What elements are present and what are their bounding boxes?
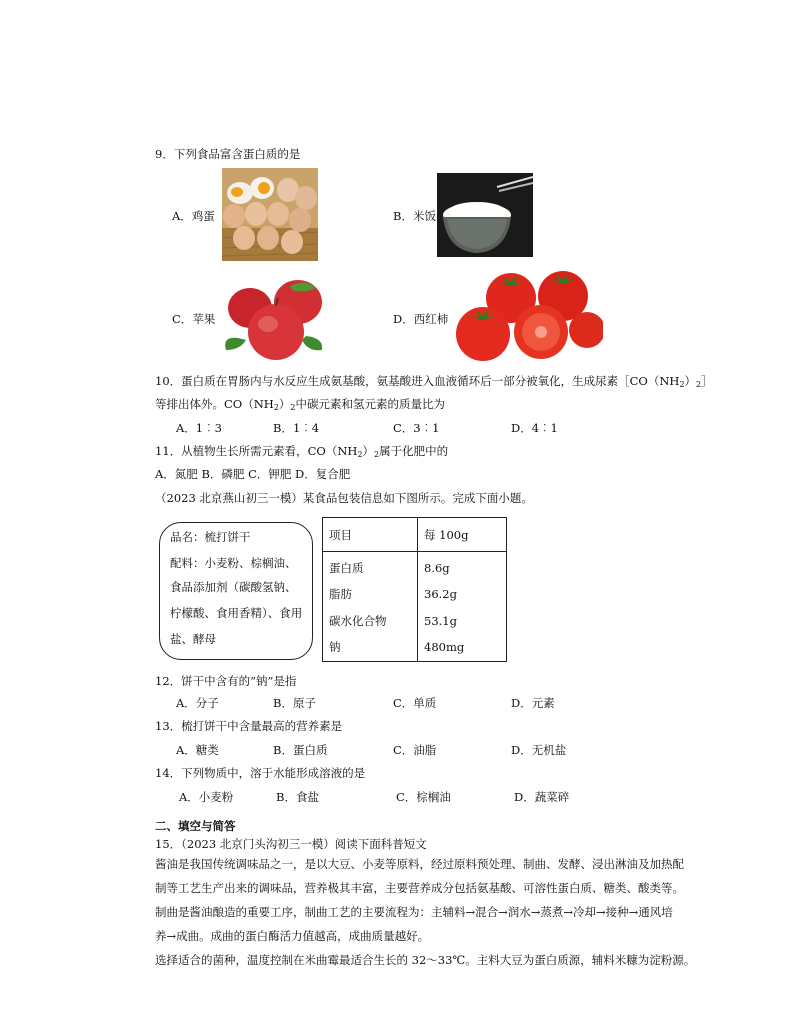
package-line: 食品添加剂（碳酸氢钠、 — [170, 580, 297, 594]
q14-option-c: C．棕榈油 — [396, 790, 451, 804]
package-info-box — [159, 522, 313, 660]
package-line: 品名：梳打饼干 — [170, 530, 251, 544]
tomatoes-image — [453, 270, 603, 362]
nutrient-value: 8.6g — [424, 560, 450, 575]
q10-line2: 等排出体外。$CO(NH_2)_2$中碳元素和氢元素的质量比为 — [155, 397, 446, 412]
q12-option-b: B．原子 — [273, 696, 316, 710]
q13-option-a: A．糖类 — [176, 743, 219, 757]
nutrient-value: 53.1g — [424, 613, 457, 628]
q14-option-b: B．食盐 — [276, 790, 319, 804]
q13-option-d: D．无机盐 — [511, 743, 567, 757]
q13-option-c: C．油脂 — [393, 743, 437, 757]
group-intro: （2023 北京燕山初三一模）某食品包装信息如下图所示。完成下面小题。 — [155, 491, 533, 505]
apples-image — [220, 276, 328, 364]
q15-stem: 15．（2023 北京门头沟初三一模）阅读下面科普短文 — [155, 837, 427, 851]
q12-option-d: D．元素 — [511, 696, 555, 710]
nutrient-name: 钠 — [329, 640, 341, 654]
q13-stem: 13．梳打饼干中含量最高的营养素是 — [155, 719, 343, 733]
nutrient-name: 碳水化合物 — [329, 613, 387, 628]
q10-option-d: D．4︰1 — [511, 421, 558, 435]
q11-options: A．氮肥 B．磷肥 C．钾肥 D．复合肥 — [155, 467, 351, 481]
nutrient-value: 36.2g — [424, 587, 457, 601]
q9-option-b: B．米饭 — [393, 209, 436, 223]
q12-option-a: A．分子 — [176, 696, 219, 710]
package-line: 配料：小麦粉、棕榈油、 — [170, 556, 297, 570]
q9-stem: 9．下列食品富含蛋白质的是 — [155, 147, 301, 161]
q15-paragraph-line: 养→成曲。成曲的蛋白酶活力值越高，成曲质量越好。 — [155, 929, 430, 943]
eggs-image — [222, 168, 318, 261]
table-header-row — [323, 518, 507, 552]
q11-stem: 11．从植物生长所需元素看，$CO(NH_2)_2$属于化肥中的 — [155, 444, 449, 459]
q14-stem: 14．下列物质中，溶于水能形成溶液的是 — [155, 766, 366, 780]
nutrient-values-cell — [418, 552, 507, 662]
nutrient-names-cell — [323, 552, 418, 662]
q14-option-d: D．蔬菜碎 — [514, 790, 570, 804]
q10-option-c: C．3︰1 — [393, 421, 440, 435]
q10-line1: 10．蛋白质在胃肠内与水反应生成氨基酸，氨基酸进入血液循环后一部分被氧化，生成尿素$[CO(NH_2)_2]$ — [155, 374, 713, 389]
q9-option-d: D．西红柿 — [393, 312, 449, 326]
section-heading: 二、填空与简答 — [155, 819, 236, 833]
q12-option-c: C．单质 — [393, 696, 437, 710]
rice-bowl-image — [437, 173, 533, 257]
q12-stem: 12．饼干中含有的“钠”是指 — [155, 674, 297, 688]
q9-option-a: A．鸡蛋 — [172, 209, 215, 223]
q13-option-b: B．蛋白质 — [273, 743, 328, 757]
q14-option-a: A．小麦粉 — [179, 790, 234, 804]
table-row — [323, 552, 507, 662]
package-line: 柠檬酸、食用香精）、食用 — [170, 606, 303, 620]
table-header-cell: 每 100g — [418, 518, 507, 552]
q10-option-b: B．1︰4 — [273, 421, 320, 435]
nutrient-value: 480mg — [424, 640, 465, 654]
q15-paragraph-line: 酱油是我国传统调味品之一，是以大豆、小麦等原料，经过原料预处理、制曲、发酵、浸出淋油及加热配 — [155, 857, 684, 871]
nutrition-table — [322, 517, 507, 662]
q10-option-a: A．1︰3 — [176, 421, 222, 435]
q15-paragraph-line: 选择适合的菌种，温度控制在米曲霉最适合生长的 32～33℃。主料大豆为蛋白质源，辅料米糠为淀粉源。 — [155, 953, 696, 967]
table-header-cell: 项目 — [323, 518, 418, 552]
q9-option-c: C．苹果 — [172, 312, 216, 326]
q15-paragraph-line: 制等工艺生产出来的调味品，营养极其丰富，主要营养成分包括氨基酸、可溶性蛋白质、糖类、酸类等。 — [155, 881, 684, 895]
q15-paragraph-line: 制曲是酱油酿造的重要工序，制曲工艺的主要流程为：主辅料→混合→润水→蒸煮→冷却→接种→通风培 — [155, 905, 673, 919]
package-line: 盐、酵母 — [170, 632, 216, 646]
nutrient-name: 脂肪 — [329, 587, 352, 601]
nutrient-name: 蛋白质 — [329, 560, 364, 575]
